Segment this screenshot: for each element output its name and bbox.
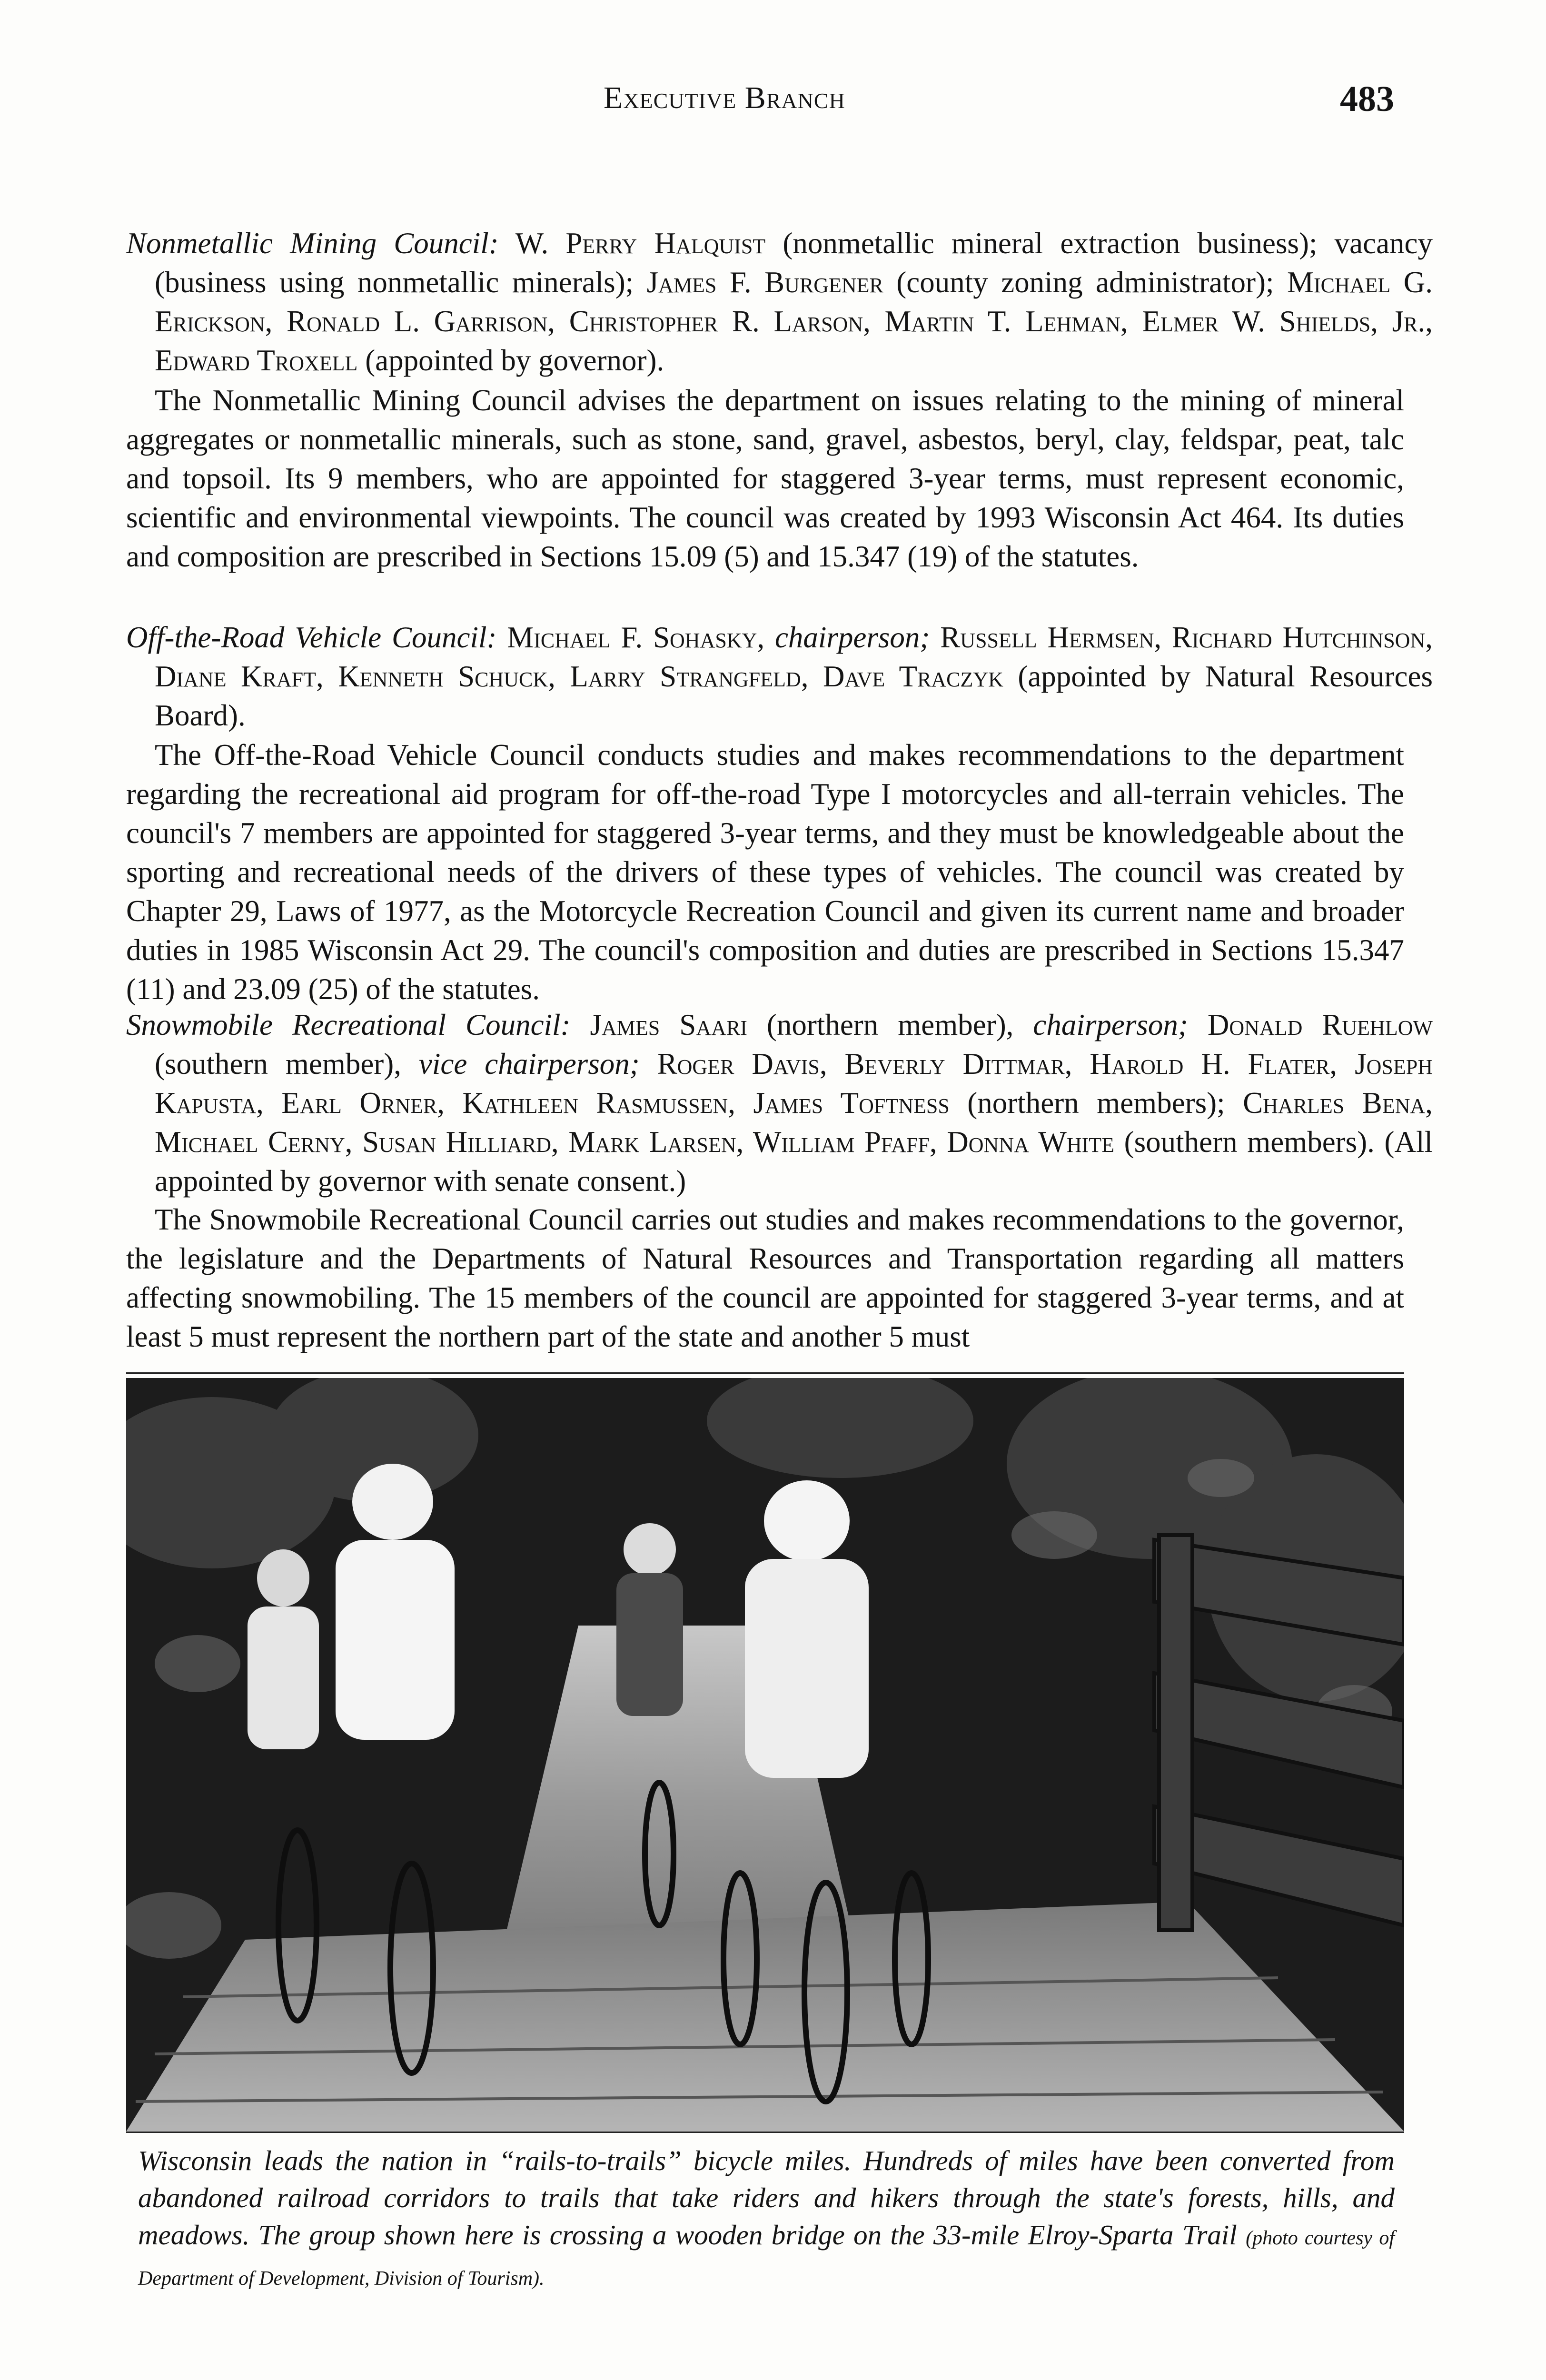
photo-credit: (photo courtesy of Department of Development, Division of Tourism).: [138, 2227, 1395, 2290]
member-text: (county zoning administrator);: [883, 266, 1287, 299]
member-name: Donald Ruehlow: [1207, 1008, 1433, 1041]
nonmetallic-mining-council-description: The Nonmetallic Mining Council advises the department on issues relating to the mining of mineral aggregates or nonmetallic minerals, such as stone, sand, gravel, asbestos, beryl, clay, feldspar, peat, talc and topsoil. Its 9 members, who are appointed for staggered 3-year terms, must represent economic, scientific and environmental viewpoints. The council was created by 1993 Wisconsin Act 464. Its duties and composition are prescribed in Sections 15.09 (5) and 15.347 (19) of the statutes.: [126, 384, 1404, 573]
photo-bottom-rule: [126, 2132, 1404, 2133]
member-name: Russell Hermsen, Richard Hutchinson, Diane Kraft, Kenneth Schuck, Larry Strangfeld, Dave Traczyk: [155, 621, 1433, 693]
member-text: (appointed by governor).: [357, 344, 664, 377]
council-title: Nonmetallic Mining Council:: [126, 227, 499, 260]
council-title: Snowmobile Recreational Council:: [126, 1008, 571, 1041]
photo-caption: [138, 2142, 1395, 2297]
member-text: W.: [515, 227, 566, 260]
snowmobile-council-members: [126, 1005, 1433, 1200]
running-head: Executive Branch: [604, 80, 845, 115]
snowmobile-council-description: The Snowmobile Recreational Council carries out studies and makes recommendations to the governor, the legislature and the Departments of Natural Resources and Transportation regarding all matters affecting snowmobiling. The 15 members of the council are appointed for staggered 3-year terms, and at least 5 must represent the northern part of the state and another 5 must: [126, 1203, 1404, 1353]
council-title: Off-the-Road Vehicle Council:: [126, 621, 497, 654]
member-text: (appointed by Natural Resources Board).: [155, 660, 1433, 732]
member-text: (northern members);: [949, 1086, 1243, 1120]
member-text: [640, 1047, 657, 1081]
member-text: [930, 621, 940, 654]
member-text: (northern member),: [747, 1008, 1033, 1041]
photo-top-rule: [126, 1372, 1404, 1374]
member-name: Michael G. Erickson, Ronald L. Garrison, Christopher R. Larson, Martin T. Lehman, Elmer W. Shields, Jr., Edward Troxell: [155, 266, 1433, 377]
member-name: Roger Davis, Beverly Dittmar, Harold H. Flater, Joseph Kapusta, Earl Orner, Kathleen Rasmussen, James Toftness: [155, 1047, 1433, 1120]
member-text: (nonmetallic mineral extraction business); vacancy (business using nonmetallic minerals);: [155, 227, 1433, 299]
member-role: chairperson;: [774, 621, 930, 654]
cyclists-bridge-photo: [126, 1378, 1404, 2132]
off-road-vehicle-council-members: [126, 618, 1433, 735]
member-name: Perry Halquist: [565, 227, 766, 260]
caption-text: Wisconsin leads the nation in “rails-to-trails” bicycle miles. Hundreds of miles have been converted from abandoned railroad corridors to trails that take riders and hikers through the state's forests, hills, and meadows. The group shown here is crossing a wooden bridge on the 33-mile Elroy-Sparta Trail: [138, 2145, 1395, 2251]
off-road-vehicle-council-description: The Off-the-Road Vehicle Council conducts studies and makes recommendations to the department regarding the recreational aid program for off-the-road Type I motorcycles and all-terrain vehicles. The council's 7 members are appointed for staggered 3-year terms, and they must be knowledgeable about the sporting and recreational needs of the drivers of these types of vehicles. The council was created by Chapter 29, Laws of 1977, as the Motorcycle Recreation Council and given its current name and broader duties in 1985 Wisconsin Act 29. The council's composition and duties are prescribed in Sections 15.347 (11) and 23.09 (25) of the statutes.: [126, 738, 1404, 1006]
member-text: ,: [757, 621, 775, 654]
member-text: (southern member),: [155, 1047, 419, 1081]
page-number: 483: [1340, 79, 1394, 119]
member-role: chairperson;: [1033, 1008, 1188, 1041]
member-text: [1188, 1008, 1208, 1041]
member-name: Michael F. Sohasky: [507, 621, 757, 654]
member-text: (southern members). (All appointed by governor with senate consent.): [155, 1125, 1433, 1198]
member-name: Charles Bena, Michael Cerny, Susan Hilliard, Mark Larsen, William Pfaff, Donna White: [155, 1086, 1433, 1159]
member-name: James F. Burgener: [646, 266, 883, 299]
photo-illustration: [126, 1378, 1404, 2132]
nonmetallic-mining-council-members: [126, 224, 1433, 380]
member-role: vice chairperson;: [418, 1047, 640, 1081]
member-name: James Saari: [590, 1008, 747, 1041]
